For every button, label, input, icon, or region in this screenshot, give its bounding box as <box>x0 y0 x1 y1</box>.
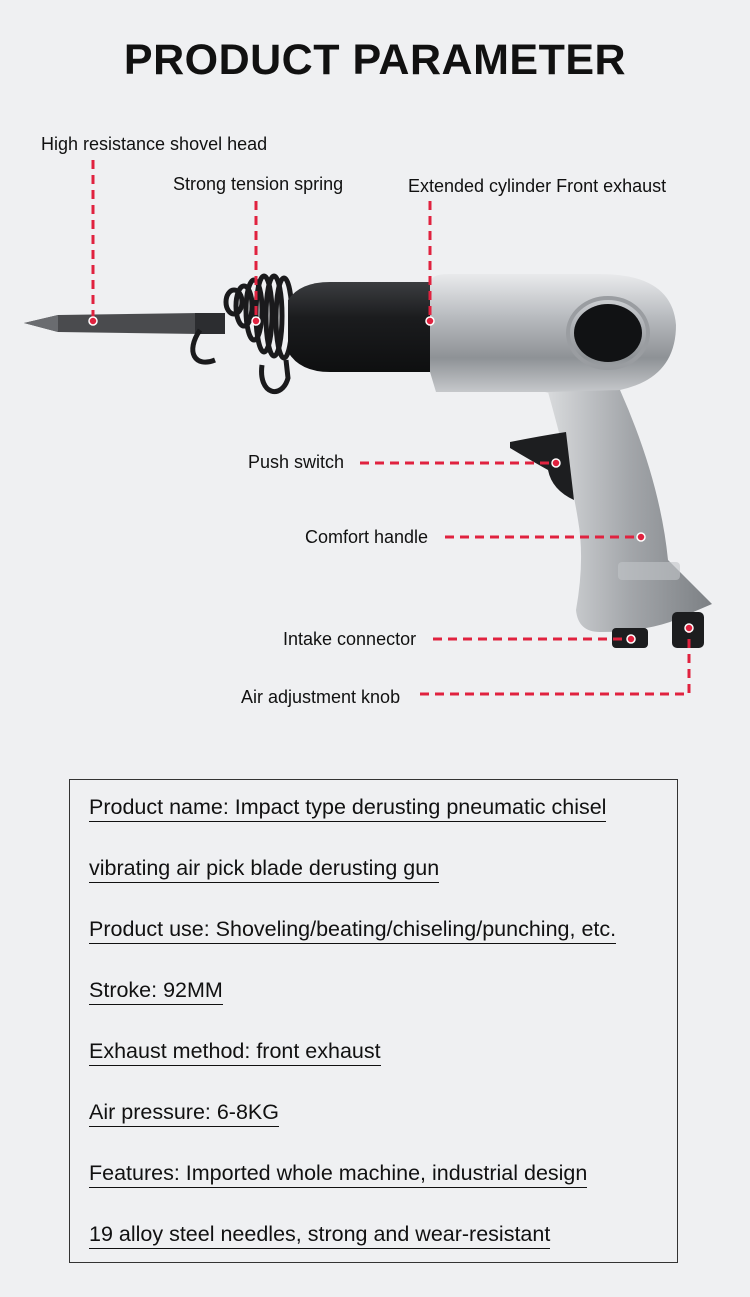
param-features-cont: 19 alloy steel needles, strong and wear-resistant <box>89 1221 550 1249</box>
tool-handle <box>548 390 712 632</box>
page-title: PRODUCT PARAMETER <box>123 36 627 84</box>
param-product-use: Product use: Shoveling/beating/chiseling/punching, etc. <box>89 916 616 944</box>
chisel-blade <box>24 313 225 334</box>
trigger <box>510 432 574 500</box>
cylinder-barrel <box>288 282 436 372</box>
callout-shovel-head: High resistance shovel head <box>41 134 268 154</box>
callout-handle: Comfort handle <box>305 527 429 547</box>
callout-dot-intake <box>627 635 635 643</box>
callout-dot-shovel-head <box>89 317 97 325</box>
callout-dot-cylinder <box>426 317 434 325</box>
callout-dot-handle <box>637 533 645 541</box>
callout-dot-air-knob <box>685 624 693 632</box>
callout-dot-push-switch <box>552 459 560 467</box>
callout-cylinder: Extended cylinder Front exhaust <box>408 176 667 196</box>
param-product-name-cont: vibrating air pick blade derusting gun <box>89 855 439 883</box>
parameters-box <box>69 779 678 1263</box>
callout-push-switch: Push switch <box>248 452 345 472</box>
param-product-name: Product name: Impact type derusting pneumatic chisel <box>89 794 606 822</box>
callout-spring: Strong tension spring <box>173 174 344 194</box>
callout-air-knob: Air adjustment knob <box>241 687 401 707</box>
callout-dot-spring <box>252 317 260 325</box>
tool-body <box>430 274 676 394</box>
param-exhaust: Exhaust method: front exhaust <box>89 1038 381 1066</box>
param-air-pressure: Air pressure: 6-8KG <box>89 1099 279 1127</box>
callout-intake: Intake connector <box>283 629 417 649</box>
param-stroke: Stroke: 92MM <box>89 977 223 1005</box>
param-features: Features: Imported whole machine, industrial design <box>89 1160 587 1188</box>
